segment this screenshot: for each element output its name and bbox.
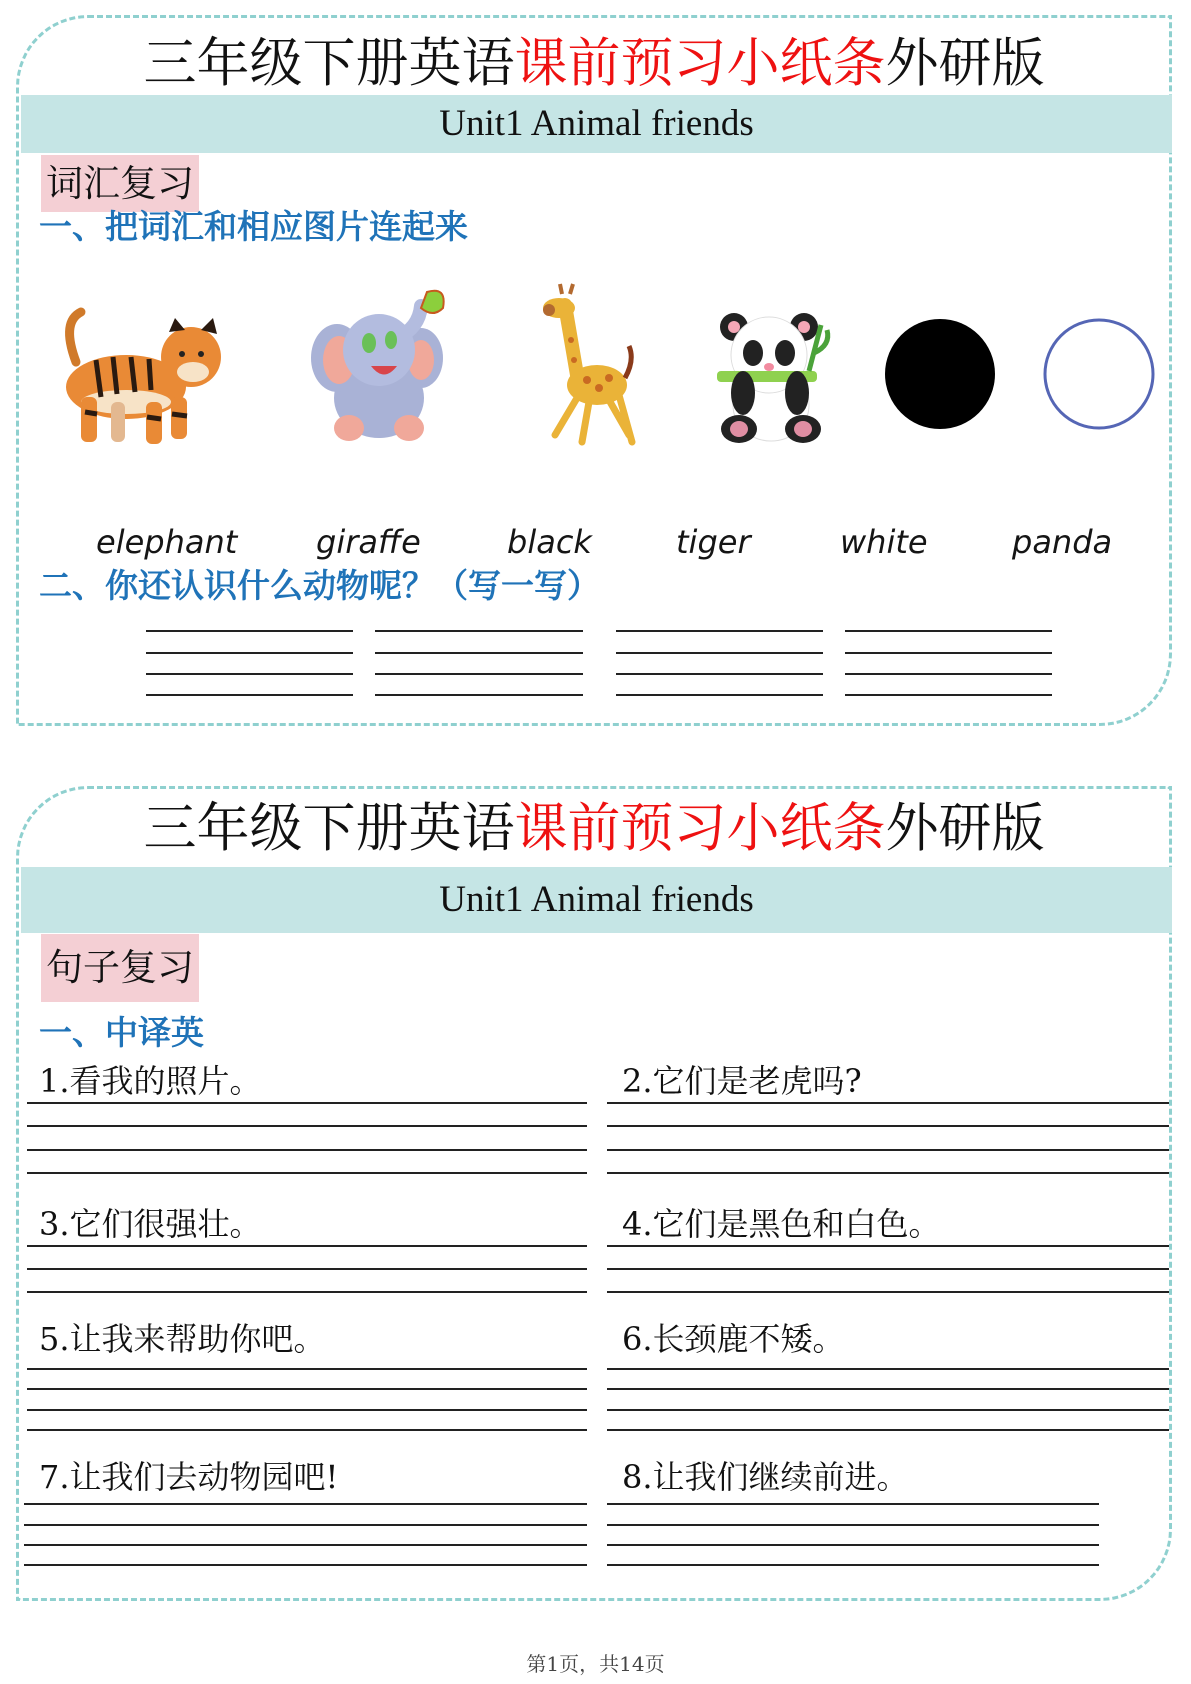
- answer-line[interactable]: [616, 630, 823, 632]
- writing-line[interactable]: [24, 1544, 587, 1546]
- black-circle-picture-icon[interactable]: [884, 318, 996, 430]
- writing-line[interactable]: [607, 1245, 1169, 1247]
- writing-line[interactable]: [607, 1503, 1099, 1505]
- word-panda[interactable]: panda: [1012, 523, 1113, 561]
- writing-line[interactable]: [607, 1149, 1169, 1151]
- sentence-item-3: 3.它们很强壮。: [39, 1205, 262, 1243]
- sentence-item-8: 8.让我们继续前进。: [622, 1458, 909, 1496]
- sentence-item-2: 2.它们是老虎吗?: [622, 1062, 862, 1100]
- answer-line[interactable]: [146, 652, 353, 654]
- section-label: 句子复习: [41, 934, 199, 1002]
- word-row: [19, 523, 1169, 563]
- word-black[interactable]: black: [507, 523, 592, 561]
- writing-line[interactable]: [607, 1564, 1099, 1566]
- title-highlight: 课前预习小纸条: [514, 33, 886, 94]
- writing-line[interactable]: [27, 1409, 587, 1411]
- answer-line[interactable]: [375, 673, 583, 675]
- tiger-picture-icon[interactable]: [41, 302, 231, 452]
- writing-line[interactable]: [24, 1524, 587, 1526]
- answer-line[interactable]: [845, 630, 1052, 632]
- writing-line[interactable]: [607, 1409, 1169, 1411]
- answer-line[interactable]: [146, 630, 353, 632]
- answer-line[interactable]: [146, 694, 353, 696]
- writing-line[interactable]: [27, 1388, 587, 1390]
- answer-line[interactable]: [375, 630, 583, 632]
- question-heading: 二、你还认识什么动物呢？（写一写）: [39, 566, 600, 605]
- unit-banner: Unit1 Animal friends: [21, 95, 1172, 153]
- answer-line[interactable]: [845, 694, 1052, 696]
- writing-line[interactable]: [27, 1268, 587, 1270]
- page-number: 第1页，共14页: [526, 1652, 665, 1676]
- answer-line[interactable]: [616, 652, 823, 654]
- title-part: 外研版: [885, 798, 1045, 859]
- writing-line[interactable]: [27, 1245, 587, 1247]
- sentence-item-5: 5.让我来帮助你吧。: [39, 1320, 326, 1358]
- answer-line[interactable]: [375, 652, 583, 654]
- title-part: 外研版: [885, 33, 1045, 94]
- title-part: 三年级下册英语: [143, 33, 515, 94]
- writing-line[interactable]: [27, 1368, 587, 1370]
- answer-line[interactable]: [845, 652, 1052, 654]
- writing-line[interactable]: [607, 1388, 1169, 1390]
- writing-line[interactable]: [607, 1102, 1169, 1104]
- word-tiger[interactable]: tiger: [676, 523, 751, 561]
- writing-line[interactable]: [27, 1429, 587, 1431]
- worksheet-title: [19, 799, 1169, 859]
- writing-line[interactable]: [24, 1503, 587, 1505]
- writing-line[interactable]: [24, 1564, 587, 1566]
- worksheet-title: [19, 34, 1169, 94]
- writing-line[interactable]: [607, 1429, 1169, 1431]
- elephant-picture-icon[interactable]: [309, 288, 469, 448]
- answer-line[interactable]: [146, 673, 353, 675]
- answer-line[interactable]: [616, 673, 823, 675]
- writing-line[interactable]: [607, 1524, 1099, 1526]
- title-part: 三年级下册英语: [143, 798, 515, 859]
- sentence-item-1: 1.看我的照片。: [39, 1062, 262, 1100]
- answer-line[interactable]: [375, 694, 583, 696]
- writing-line[interactable]: [27, 1102, 587, 1104]
- question-heading: 一、中译英: [39, 1013, 204, 1052]
- writing-line[interactable]: [27, 1125, 587, 1127]
- answer-line[interactable]: [616, 694, 823, 696]
- word-elephant[interactable]: elephant: [96, 523, 238, 561]
- vocab-card: [16, 15, 1172, 726]
- word-white[interactable]: white: [840, 523, 928, 561]
- sentence-item-4: 4.它们是黑色和白色。: [622, 1205, 941, 1243]
- answer-line[interactable]: [845, 673, 1052, 675]
- panda-picture-icon[interactable]: [709, 305, 839, 445]
- writing-line[interactable]: [607, 1268, 1169, 1270]
- writing-line[interactable]: [607, 1172, 1169, 1174]
- word-giraffe[interactable]: giraffe: [316, 523, 421, 561]
- writing-line[interactable]: [27, 1291, 587, 1293]
- writing-line[interactable]: [607, 1544, 1099, 1546]
- unit-banner: Unit1 Animal friends: [21, 867, 1172, 933]
- section-label: 词汇复习: [41, 155, 199, 212]
- sentence-item-7: 7.让我们去动物园吧!: [39, 1458, 339, 1496]
- picture-row: [19, 280, 1169, 450]
- writing-line[interactable]: [607, 1368, 1169, 1370]
- giraffe-picture-icon[interactable]: [537, 280, 647, 450]
- sentence-card: [16, 786, 1172, 1601]
- writing-line[interactable]: [607, 1291, 1169, 1293]
- question-heading: 一、把词汇和相应图片连起来: [39, 207, 468, 246]
- white-circle-picture-icon[interactable]: [1041, 318, 1157, 434]
- writing-line[interactable]: [27, 1172, 587, 1174]
- title-highlight: 课前预习小纸条: [514, 798, 886, 859]
- writing-line[interactable]: [27, 1149, 587, 1151]
- writing-line[interactable]: [607, 1125, 1169, 1127]
- sentence-item-6: 6.长颈鹿不矮。: [622, 1320, 845, 1358]
